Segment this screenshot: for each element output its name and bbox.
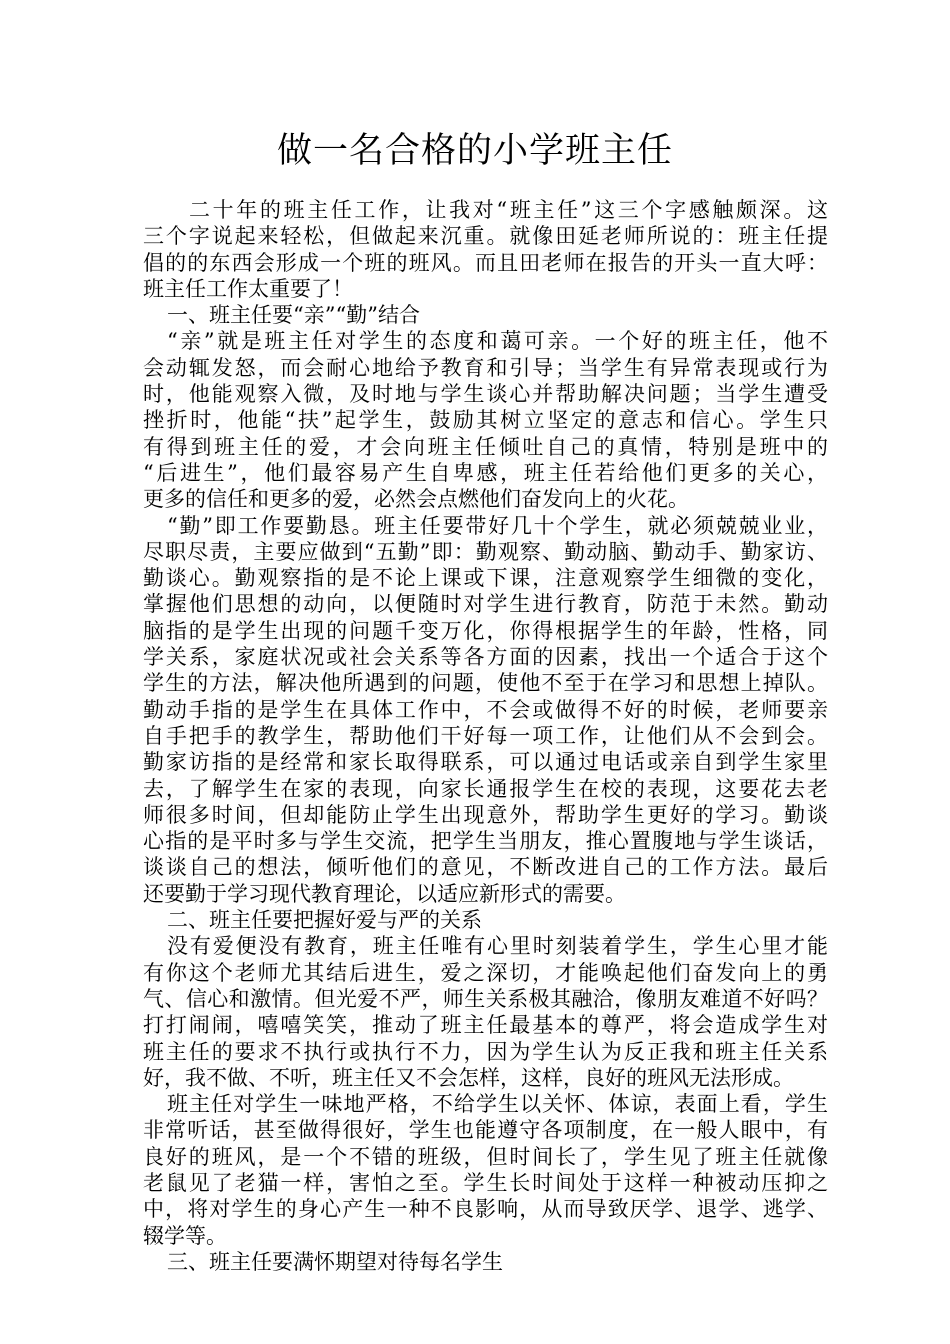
- document-body: [143, 197, 831, 1275]
- text-line: 气、信心和激情。但光爱不严，师生关系极其融洽，像朋友难道不好吗？: [143, 986, 829, 1011]
- text-line: 辍学等。: [143, 1223, 227, 1248]
- text-line: 三、班主任要满怀期望对待每名学生: [167, 1249, 503, 1274]
- page-title: 做一名合格的小学班主任: [276, 131, 673, 171]
- text-line: 中，将对学生的身心产生一种不良影响，从而导致厌学、退学、逃学、: [143, 1197, 830, 1222]
- text-line: 有得到班主任的爱，才会向班主任倾吐自己的真情，特别是班中的: [143, 434, 831, 459]
- text-line: 学关系，家庭状况或社会关系等各方面的因素，找出一个适合于这个: [143, 645, 830, 670]
- text-line: 师很多时间，但却能防止学生出现意外，帮助学生更好的学习。勤谈: [143, 802, 830, 827]
- text-line: 班主任工作太重要了！: [143, 276, 353, 301]
- text-line: 掌握他们思想的动向，以便随时对学生进行教育，防范于未然。勤动: [143, 592, 830, 617]
- text-line: 没有爱便没有教育，班主任唯有心里时刻装着学生，学生心里才能: [167, 934, 830, 959]
- text-line: 二、班主任要把握好爱与严的关系: [167, 908, 482, 933]
- text-line: 良好的班风，是一个不错的班级，但时间长了，学生见了班主任就像: [143, 1144, 830, 1169]
- text-line: 学生的方法，解决他所遇到的问题，使他不至于在学习和思想上掉队。: [143, 671, 830, 696]
- text-line: “亲”就是班主任对学生的态度和蔼可亲。一个好的班主任，他不: [167, 329, 831, 354]
- text-line: 还要勤于学习现代教育理论，以适应新形式的需要。: [143, 881, 626, 906]
- text-line: 班主任的要求不执行或执行不力，因为学生认为反正我和班主任关系: [143, 1039, 830, 1064]
- text-line: 倡的的东西会形成一个班的班风。而且田老师在报告的开头一直大呼：: [143, 250, 830, 275]
- text-line: 勤家访指的是经常和家长取得联系，可以通过电话或亲自到学生家里: [143, 750, 830, 775]
- text-line: 二十年的班主任工作，让我对“班主任”这三个字感触颇深。这: [189, 198, 831, 222]
- text-line: 好，我不做、不听，班主任又不会怎样，这样，良好的班风无法形成。: [143, 1065, 794, 1090]
- text-line: 尽职尽责，主要应做到“五勤”即：勤观察、勤动脑、勤动手、勤家访、: [143, 539, 830, 564]
- text-line: 一、班主任要“亲”“勤”结合: [167, 303, 420, 328]
- text-line: “后进生”，他们最容易产生自卑感，班主任若给他们更多的关心，: [143, 460, 831, 485]
- text-line: 心指的是平时多与学生交流，把学生当朋友，推心置腹地与学生谈话，: [143, 829, 830, 854]
- text-line: 非常听话，甚至做得很好，学生也能遵守各项制度，在一般人眼中，有: [143, 1118, 830, 1143]
- text-line: 自手把手的教学生，帮助他们干好每一项工作，让他们从不会到会。: [143, 723, 830, 748]
- text-line: 勤谈心。勤观察指的是不论上课或下课，注意观察学生细微的变化，: [143, 566, 830, 591]
- text-line: 时，他能观察入微，及时地与学生谈心并帮助解决问题；当学生遭受: [143, 382, 830, 407]
- text-line: 三个字说起来轻松，但做起来沉重。就像田延老师所说的：班主任提: [143, 224, 830, 249]
- text-line: “勤”即工作要勤恳。班主任要带好几十个学生，就必须兢兢业业，: [167, 513, 830, 538]
- text-line: 谈谈自己的想法，倾听他们的意见，不断改进自己的工作方法。最后: [143, 855, 830, 880]
- text-line: 班主任对学生一味地严格，不给学生以关怀、体谅，表面上看，学生: [167, 1092, 830, 1117]
- text-line: 挫折时，他能“扶”起学生，鼓励其树立坚定的意志和信心。学生只: [143, 408, 831, 433]
- text-line: 会动辄发怒，而会耐心地给予教育和引导；当学生有异常表现或行为: [143, 355, 830, 380]
- text-line: 有你这个老师尤其结后进生，爱之深切，才能唤起他们奋发向上的勇: [143, 960, 830, 985]
- text-line: 打打闹闹，嘻嘻笑笑，推动了班主任最基本的尊严，将会造成学生对: [143, 1013, 830, 1038]
- text-line: 老鼠见了老猫一样，害怕之至。学生长时间处于这样一种被动压抑之: [143, 1170, 830, 1195]
- text-line: 勤动手指的是学生在具体工作中，不会或做得不好的时候，老师要亲: [143, 697, 830, 722]
- text-line: 更多的信任和更多的爱，必然会点燃他们奋发向上的火花。: [143, 487, 689, 512]
- text-line: 去，了解学生在家的表现，向家长通报学生在校的表现，这要花去老: [143, 776, 830, 801]
- text-line: 脑指的是学生出现的问题千变万化，你得根据学生的年龄，性格，同: [143, 618, 830, 643]
